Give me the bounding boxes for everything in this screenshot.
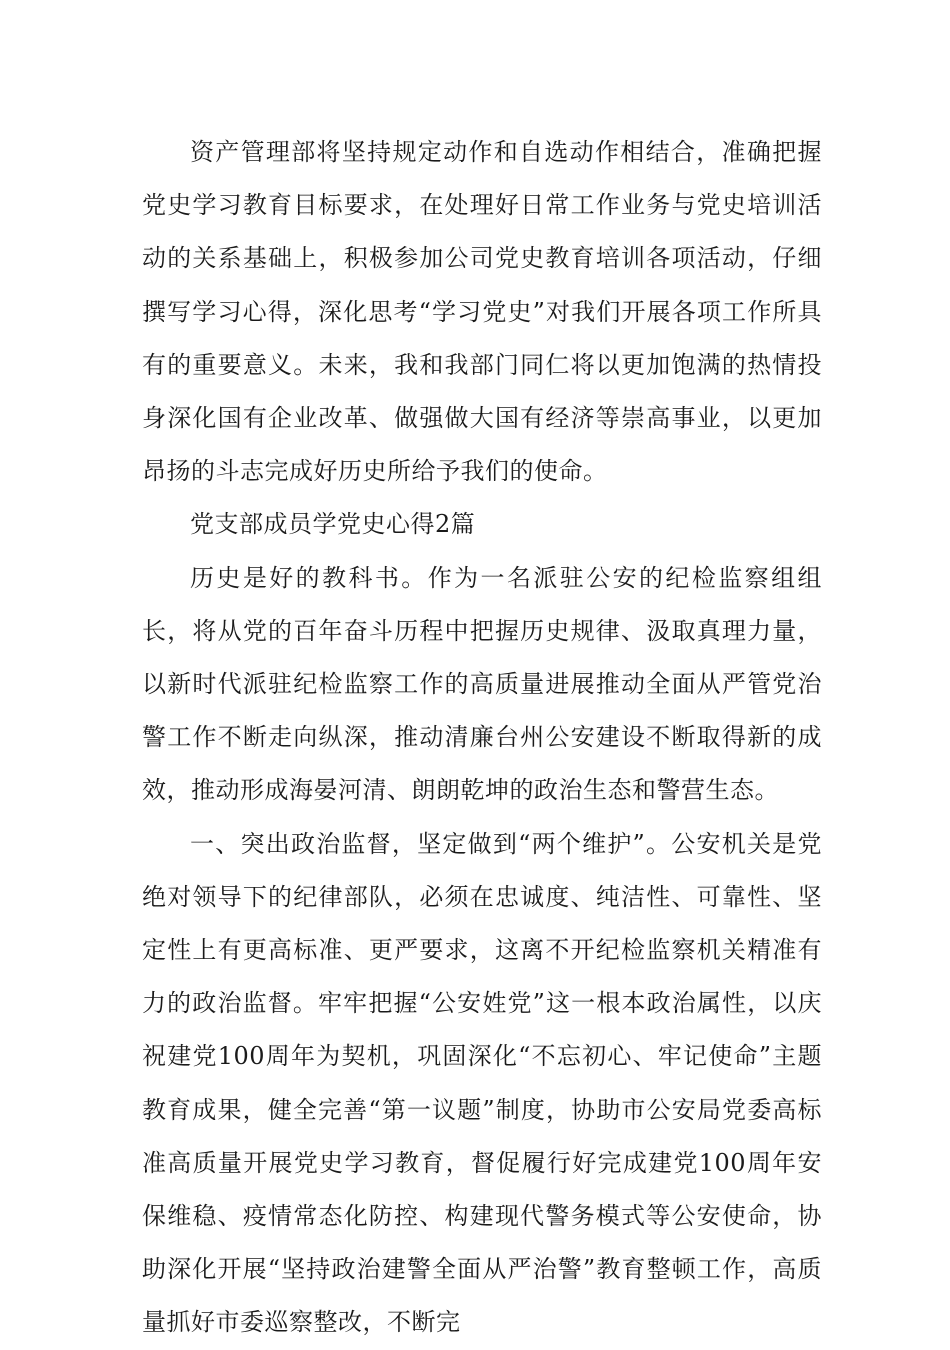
section-heading: 党支部成员学党史心得2篇 [190,510,476,539]
paragraph-political-supervision: 一、突出政治监督，坚定做到“两个维护”。公安机关是党绝对领导下的纪律部队，必须在忠诚度、纯洁性、可靠性、坚定性上有更高标准、更严要求，这离不开纪检监察机关精准有力的政治监督。牢牢把握“公安姓党”这一根本政治属性，以庆祝建党100周年为契机，巩固深化“不忘初心、牢记使命”主题教育成果，健全完善“第一议题”制度，协助市公安局党委高标准高质量开展党史学习教育，督促履行好完成建党100周年安保维稳、疫情常态化防控、构建现代警务模式等公安使命，协助深化开展“坚持政治建警全面从严治警”教育整顿工作，高质量抓好市委巡察整改，不断完 [142,829,822,1337]
paragraph-history-textbook: 历史是好的教科书。作为一名派驻公安的纪检监察组组长，将从党的百年奋斗历程中把握历史规律、汲取真理力量，以新时代派驻纪检监察工作的高质量进展推动全面从严管党治警工作不断走向纵深，推动清廉台州公安建设不断取得新的成效，推动形成海晏河清、朗朗乾坤的政治生态和警营生态。 [142,563,822,805]
document-body [142,126,822,1350]
paragraph-asset-management: 资产管理部将坚持规定动作和自选动作相结合，准确把握党史学习教育目标要求，在处理好日常工作业务与党史培训活动的关系基础上，积极参加公司党史教育培训各项活动，仔细撰写学习心得，深化思考“学习党史”对我们开展各项工作所具有的重要意义。未来，我和我部门同仁将以更加饱满的热情投身深化国有企业改革、做强做大国有经济等崇高事业，以更加昂扬的斗志完成好历史所给予我们的使命。 [142,138,822,486]
